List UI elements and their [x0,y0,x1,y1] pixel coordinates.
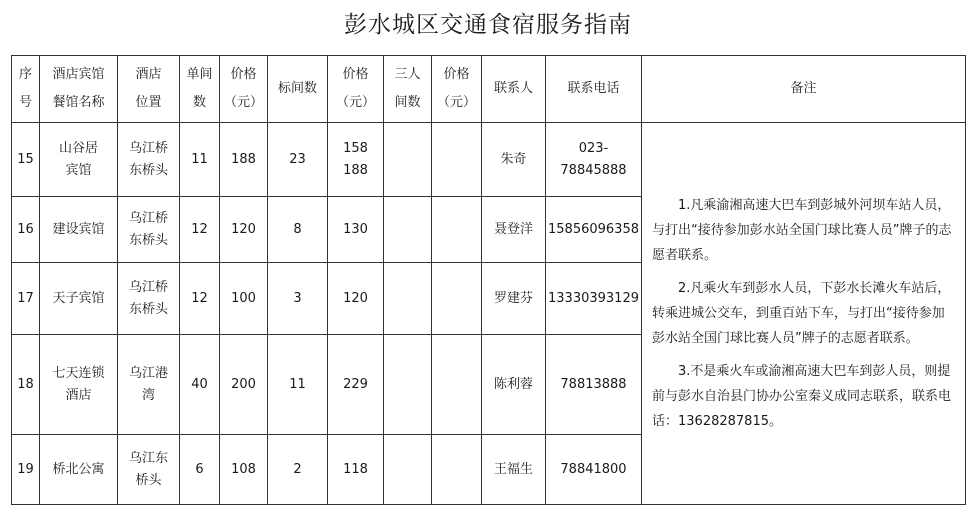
header-row [12,56,966,123]
cell-seq: 19 [12,435,40,505]
cell-hotel-name: 天子宾馆 [40,263,118,335]
cell-location: 乌江港 湾 [118,335,180,435]
cell-single-rooms: 11 [180,123,220,197]
cell-triple-rooms [384,197,432,263]
table-row [12,123,966,197]
remark-2: 2.凡乘火车到彭水人员，下彭水长滩火车站后，转乘进城公交车，到重百站下车，与打出“接待参加彭水站全国门球比赛人员”牌子的志愿者联系。 [652,281,951,346]
cell-price-3 [432,263,482,335]
cell-price-2: 158 188 [328,123,384,197]
cell-price-3 [432,197,482,263]
cell-single-rooms: 40 [180,335,220,435]
cell-price-3 [432,335,482,435]
header-standard-rooms: 标间数 [268,56,328,123]
cell-phone: 023- 78845888 [546,123,642,197]
cell-price-1: 108 [220,435,268,505]
header-remarks: 备注 [642,56,966,123]
cell-location: 乌江桥 东桥头 [118,263,180,335]
cell-triple-rooms [384,335,432,435]
cell-single-rooms: 12 [180,197,220,263]
cell-seq: 17 [12,263,40,335]
cell-contact: 罗建芬 [482,263,546,335]
cell-contact: 朱奇 [482,123,546,197]
cell-seq: 15 [12,123,40,197]
cell-price-2: 229 [328,335,384,435]
header-location: 酒店 位置 [118,56,180,123]
remark-1: 1.凡乘渝湘高速大巴车到彭城外河坝车站人员，与打出“接待参加彭水站全国门球比赛人员”牌子的志愿者联系。 [652,198,952,263]
remark-3: 3.不是乘火车或渝湘高速大巴车到彭人员，则提前与彭水自治县门协办公室秦义成同志联系，联系电话：13628287815。 [652,364,952,429]
hotel-table [11,55,966,505]
cell-contact: 聂登洋 [482,197,546,263]
cell-location: 乌江桥 东桥头 [118,123,180,197]
header-price-2: 价格 （元） [328,56,384,123]
cell-location: 乌江东 桥头 [118,435,180,505]
header-phone: 联系电话 [546,56,642,123]
cell-phone: 78813888 [546,335,642,435]
header-single-rooms: 单间 数 [180,56,220,123]
header-triple-rooms: 三人 间数 [384,56,432,123]
cell-price-2: 130 [328,197,384,263]
cell-single-rooms: 6 [180,435,220,505]
cell-phone: 78841800 [546,435,642,505]
cell-seq: 18 [12,335,40,435]
cell-price-2: 118 [328,435,384,505]
cell-hotel-name: 七天连锁 酒店 [40,335,118,435]
cell-triple-rooms [384,435,432,505]
cell-phone: 15856096358 [546,197,642,263]
cell-seq: 16 [12,197,40,263]
remarks-cell [642,123,966,505]
header-price-3: 价格 （元） [432,56,482,123]
cell-location: 乌江桥 东桥头 [118,197,180,263]
header-contact: 联系人 [482,56,546,123]
cell-standard-rooms: 3 [268,263,328,335]
cell-price-2: 120 [328,263,384,335]
page-title: 彭水城区交通食宿服务指南 [344,12,632,38]
cell-standard-rooms: 23 [268,123,328,197]
cell-standard-rooms: 8 [268,197,328,263]
cell-price-1: 120 [220,197,268,263]
header-hotel-name: 酒店宾馆 餐馆名称 [40,56,118,123]
header-seq: 序 号 [12,56,40,123]
cell-contact: 王福生 [482,435,546,505]
cell-price-3 [432,435,482,505]
cell-price-3 [432,123,482,197]
cell-hotel-name: 山谷居 宾馆 [40,123,118,197]
cell-price-1: 188 [220,123,268,197]
cell-triple-rooms [384,123,432,197]
cell-price-1: 100 [220,263,268,335]
cell-triple-rooms [384,263,432,335]
cell-hotel-name: 建设宾馆 [40,197,118,263]
cell-price-1: 200 [220,335,268,435]
header-price-1: 价格 （元） [220,56,268,123]
cell-phone: 13330393129 [546,263,642,335]
cell-standard-rooms: 11 [268,335,328,435]
cell-single-rooms: 12 [180,263,220,335]
cell-hotel-name: 桥北公寓 [40,435,118,505]
cell-standard-rooms: 2 [268,435,328,505]
cell-contact: 陈利蓉 [482,335,546,435]
